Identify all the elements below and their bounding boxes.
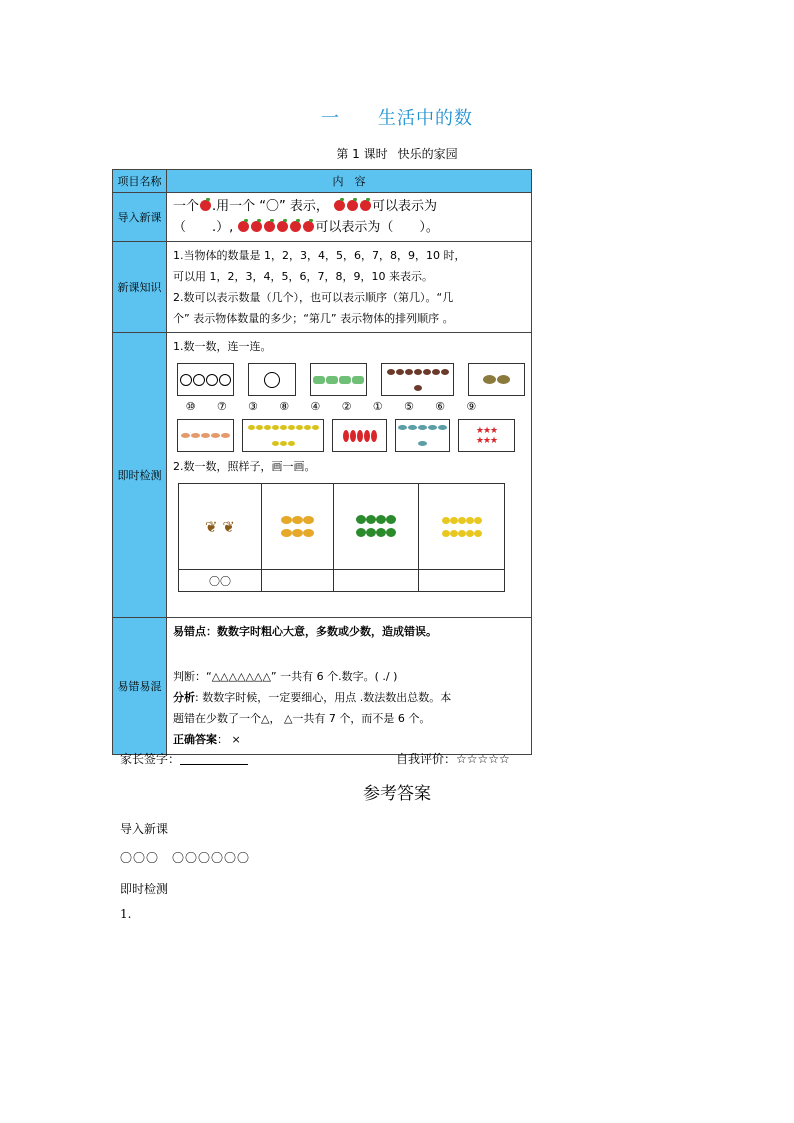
circled-number: ⑦ xyxy=(216,400,227,413)
correct-answer: ： × xyxy=(217,733,241,746)
header-item-name: 项目名称 xyxy=(113,170,167,193)
butterflies-picture xyxy=(381,363,454,396)
check-row xyxy=(113,333,532,618)
intro-text-4: 可以表示为（ ）。 xyxy=(315,220,439,235)
picture-row-1 xyxy=(177,363,525,396)
knowledge-line: 个” 表示物体数量的多少；“第几” 表示物体的排列顺序 。 xyxy=(173,312,454,325)
watermelons-cell xyxy=(333,484,419,570)
answers-intro-label: 导入新课 xyxy=(120,822,169,836)
analysis-text-2: 题错在少数了一个△， △一共有 7 个，而不是 6 个。 xyxy=(173,712,431,725)
analysis-label: 分析 xyxy=(173,691,195,704)
circled-number: ⑧ xyxy=(279,400,290,413)
error-label: 易错易混 xyxy=(113,618,167,755)
check-question-2: 2.数一数，照样子，画一画。 xyxy=(173,460,316,473)
judge-statement: 判断：“△△△△△△△” 一共有 6 个.数字。( ./ ) xyxy=(173,670,398,683)
unit-title: 生活中的数 xyxy=(378,108,473,129)
apple-icon xyxy=(347,200,358,211)
signature-blank[interactable] xyxy=(180,754,248,765)
intro-text-1: 一个 xyxy=(173,199,200,214)
answer-blank[interactable] xyxy=(333,570,419,592)
lesson-number: 第 1 课时 xyxy=(336,147,388,161)
picture-row-2 xyxy=(177,419,525,452)
circled-number: ⑩ xyxy=(185,400,196,413)
apple-icon xyxy=(290,221,301,232)
circled-number: ② xyxy=(341,400,352,413)
table-header-row xyxy=(113,170,532,193)
intro-row xyxy=(113,193,532,242)
check-label: 即时检测 xyxy=(113,333,167,618)
cars-picture xyxy=(310,363,367,396)
sweets-picture xyxy=(177,419,234,452)
circled-numbers-row xyxy=(175,400,487,413)
knowledge-line: 2.数可以表示数量（几个），也可以表示顺序（第几）。“几 xyxy=(173,291,454,304)
apple-icon xyxy=(303,221,314,232)
circled-number: ③ xyxy=(248,400,258,413)
header-content: 内 容 xyxy=(167,170,532,193)
error-point: 易错点：数数字时粗心大意，多数或少数，造成错误。 xyxy=(173,625,437,638)
lesson-subtitle xyxy=(0,145,794,162)
answers-check-label: 即时检测 xyxy=(120,882,169,896)
apple-icon xyxy=(334,200,345,211)
circled-number: ⑤ xyxy=(403,400,414,413)
lanterns-picture xyxy=(332,419,387,452)
yellow-fruits-cell xyxy=(262,484,334,570)
drawing-table xyxy=(178,483,505,592)
page-title xyxy=(0,104,794,130)
butterfly-cell: ❦ ❦ xyxy=(179,484,262,570)
correct-answer-label: 正确答案 xyxy=(173,733,217,746)
answers-intro-answer: 〇〇〇 〇〇〇〇〇〇 xyxy=(120,851,251,865)
intro-label: 导入新课 xyxy=(113,193,167,242)
circled-number: ④ xyxy=(310,400,321,413)
self-evaluation: 自我评价：☆☆☆☆☆ xyxy=(396,752,510,766)
birds-picture xyxy=(468,363,525,396)
apple-icon xyxy=(277,221,288,232)
answers-title: 参考答案 xyxy=(363,784,431,804)
intro-text-3: 可以表示为 xyxy=(372,199,438,214)
unit-number: 一 xyxy=(321,108,340,129)
check-content xyxy=(167,333,532,618)
red-stars-picture: ★★★ ★★★ xyxy=(458,419,515,452)
circled-number: ⑨ xyxy=(466,400,477,413)
check-question-1: 1.数一数，连一连。 xyxy=(173,340,272,353)
lesson-title: 快乐的家园 xyxy=(397,147,458,161)
knowledge-line: 可以用 1，2，3，4，5，6，7，8，9，10 来表示。 xyxy=(173,270,433,283)
answer-blank[interactable] xyxy=(419,570,505,592)
stars-yellow-picture xyxy=(242,419,324,452)
parent-signature xyxy=(120,750,248,767)
chicks-cell xyxy=(419,484,505,570)
error-content xyxy=(167,618,532,755)
new-knowledge-label: 新课知识 xyxy=(113,242,167,333)
new-knowledge-row xyxy=(113,242,532,333)
circled-number: ① xyxy=(372,400,383,413)
apple-icon xyxy=(360,200,371,211)
circled-number: ⑥ xyxy=(435,400,446,413)
apple-icon xyxy=(238,221,249,232)
error-row xyxy=(113,618,532,755)
answer-blank[interactable] xyxy=(262,570,334,592)
intro-blank-1: （ .）, xyxy=(173,220,234,235)
new-knowledge-content xyxy=(167,242,532,333)
boats-picture xyxy=(395,419,450,452)
flower-picture xyxy=(248,363,296,396)
parent-signature-label: 家长签字： xyxy=(120,752,181,766)
knowledge-line: 1.当物体的数量是 1，2，3，4，5，6，7，8，9，10 时， xyxy=(173,249,466,262)
lesson-table xyxy=(112,169,532,755)
apple-icon xyxy=(200,200,211,211)
pumpkin-picture xyxy=(177,363,234,396)
analysis-text: : 数数字时候，一定要细心，用点 .数法数出总数。本 xyxy=(195,691,452,704)
intro-content xyxy=(167,193,532,242)
answers-check-1: 1. xyxy=(120,907,132,921)
apple-icon xyxy=(251,221,262,232)
example-answer: 〇〇 xyxy=(179,570,262,592)
apple-icon xyxy=(264,221,275,232)
intro-text-2: .用一个 “〇” 表示， xyxy=(212,199,329,214)
